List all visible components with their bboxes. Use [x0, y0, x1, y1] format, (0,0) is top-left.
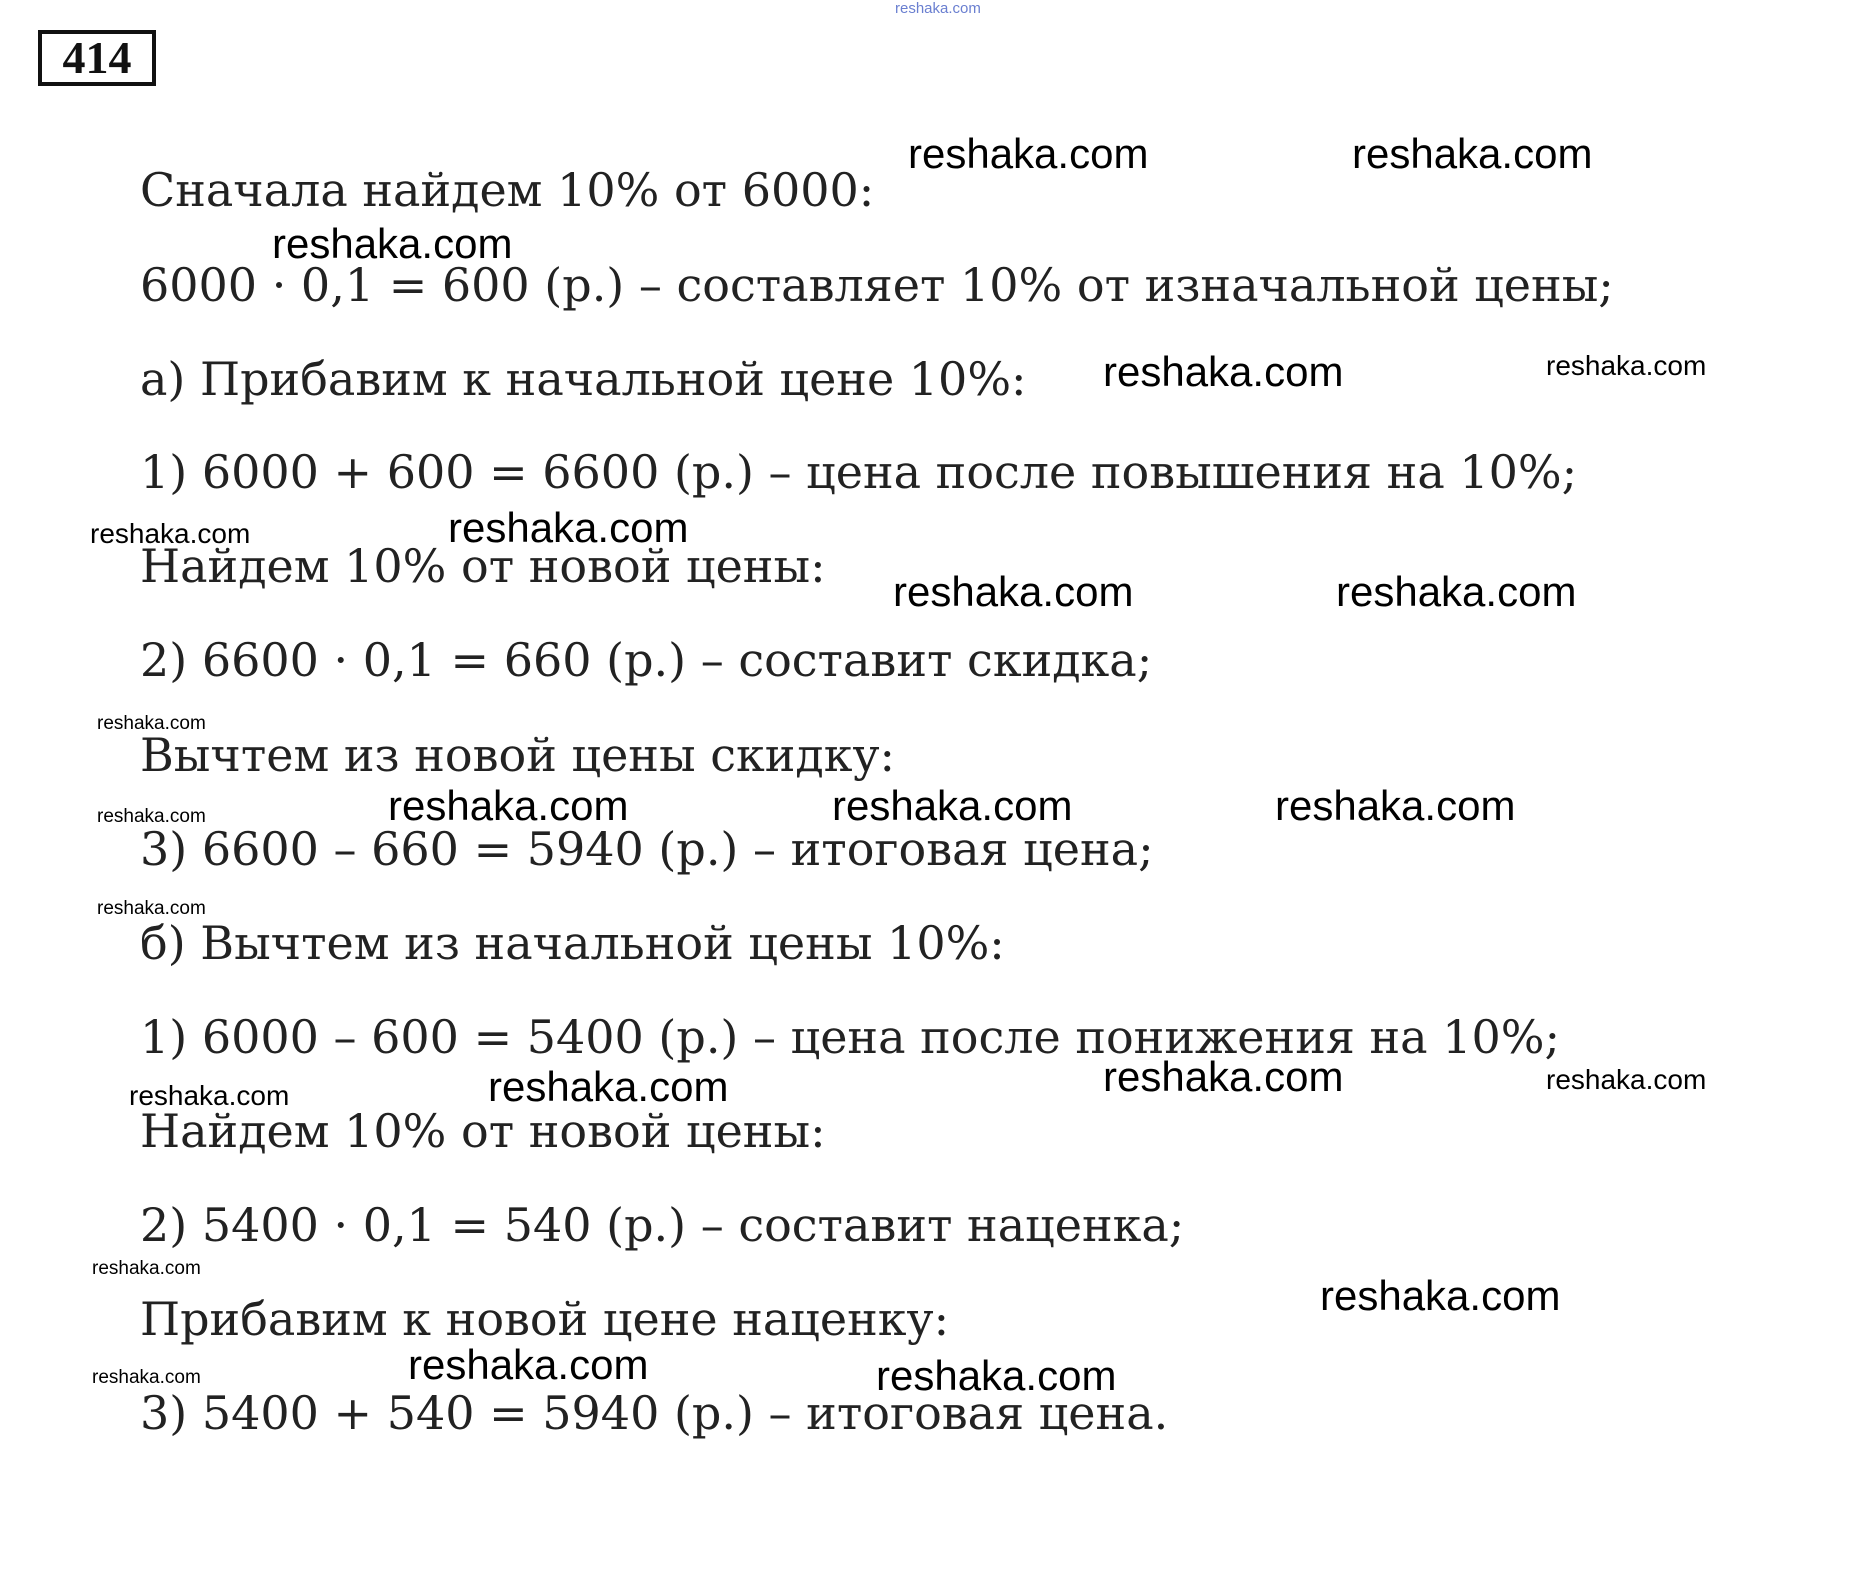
- watermark: reshaka.com: [1352, 130, 1593, 177]
- solution-line: а) Прибавим к начальной цене 10%:: [140, 352, 1027, 406]
- solution-line: 1) 6000 – 600 = 5400 (р.) – цена после понижения на 10%;: [140, 1010, 1560, 1064]
- solution-line: Найдем 10% от новой цены:: [140, 1104, 826, 1158]
- solution-line: Сначала найдем 10% от 6000:: [140, 163, 875, 217]
- solution-line: Вычтем из новой цены скидку:: [140, 728, 896, 782]
- solution-line: 2) 5400 · 0,1 = 540 (р.) – составит наценка;: [140, 1198, 1185, 1252]
- solution-line: б) Вычтем из начальной цены 10%:: [140, 916, 1005, 970]
- watermark: reshaka.com: [97, 806, 206, 827]
- watermark: reshaka.com: [1320, 1272, 1561, 1319]
- watermark: reshaka.com: [832, 782, 1073, 829]
- watermark: reshaka.com: [1275, 782, 1516, 829]
- solution-line: 1) 6000 + 600 = 6600 (р.) – цена после повышения на 10%;: [140, 445, 1578, 499]
- watermark: reshaka.com: [1546, 1064, 1707, 1095]
- watermark: reshaka.com: [92, 1367, 201, 1388]
- watermark: reshaka.com: [97, 713, 206, 734]
- watermark: reshaka.com: [1546, 350, 1707, 381]
- watermark: reshaka.com: [97, 898, 206, 919]
- top-watermark: reshaka.com: [895, 0, 981, 17]
- watermark: reshaka.com: [488, 1063, 729, 1110]
- watermark: reshaka.com: [92, 1258, 201, 1279]
- solution-line: 3) 6600 – 660 = 5940 (р.) – итоговая цена;: [140, 822, 1154, 876]
- watermark: reshaka.com: [876, 1352, 1117, 1399]
- solution-line: 2) 6600 · 0,1 = 660 (р.) – составит скидка;: [140, 633, 1153, 687]
- watermark: reshaka.com: [1103, 348, 1344, 395]
- watermark: reshaka.com: [448, 504, 689, 551]
- watermark: reshaka.com: [893, 568, 1134, 615]
- watermark: reshaka.com: [90, 518, 251, 549]
- watermark: reshaka.com: [908, 130, 1149, 177]
- solution-line: 3) 5400 + 540 = 5940 (р.) – итоговая цена.: [140, 1386, 1169, 1440]
- watermark: reshaka.com: [272, 220, 513, 267]
- watermark: reshaka.com: [388, 782, 629, 829]
- watermark: reshaka.com: [129, 1080, 290, 1111]
- solution-line: Найдем 10% от новой цены:: [140, 539, 826, 593]
- solution-line: 6000 · 0,1 = 600 (р.) – составляет 10% от изначальной цены;: [140, 258, 1614, 312]
- problem-number-box: 414: [38, 30, 156, 86]
- watermark: reshaka.com: [1103, 1053, 1344, 1100]
- watermark: reshaka.com: [408, 1341, 649, 1388]
- solution-line: Прибавим к новой цене наценку:: [140, 1292, 950, 1346]
- watermark: reshaka.com: [1336, 568, 1577, 615]
